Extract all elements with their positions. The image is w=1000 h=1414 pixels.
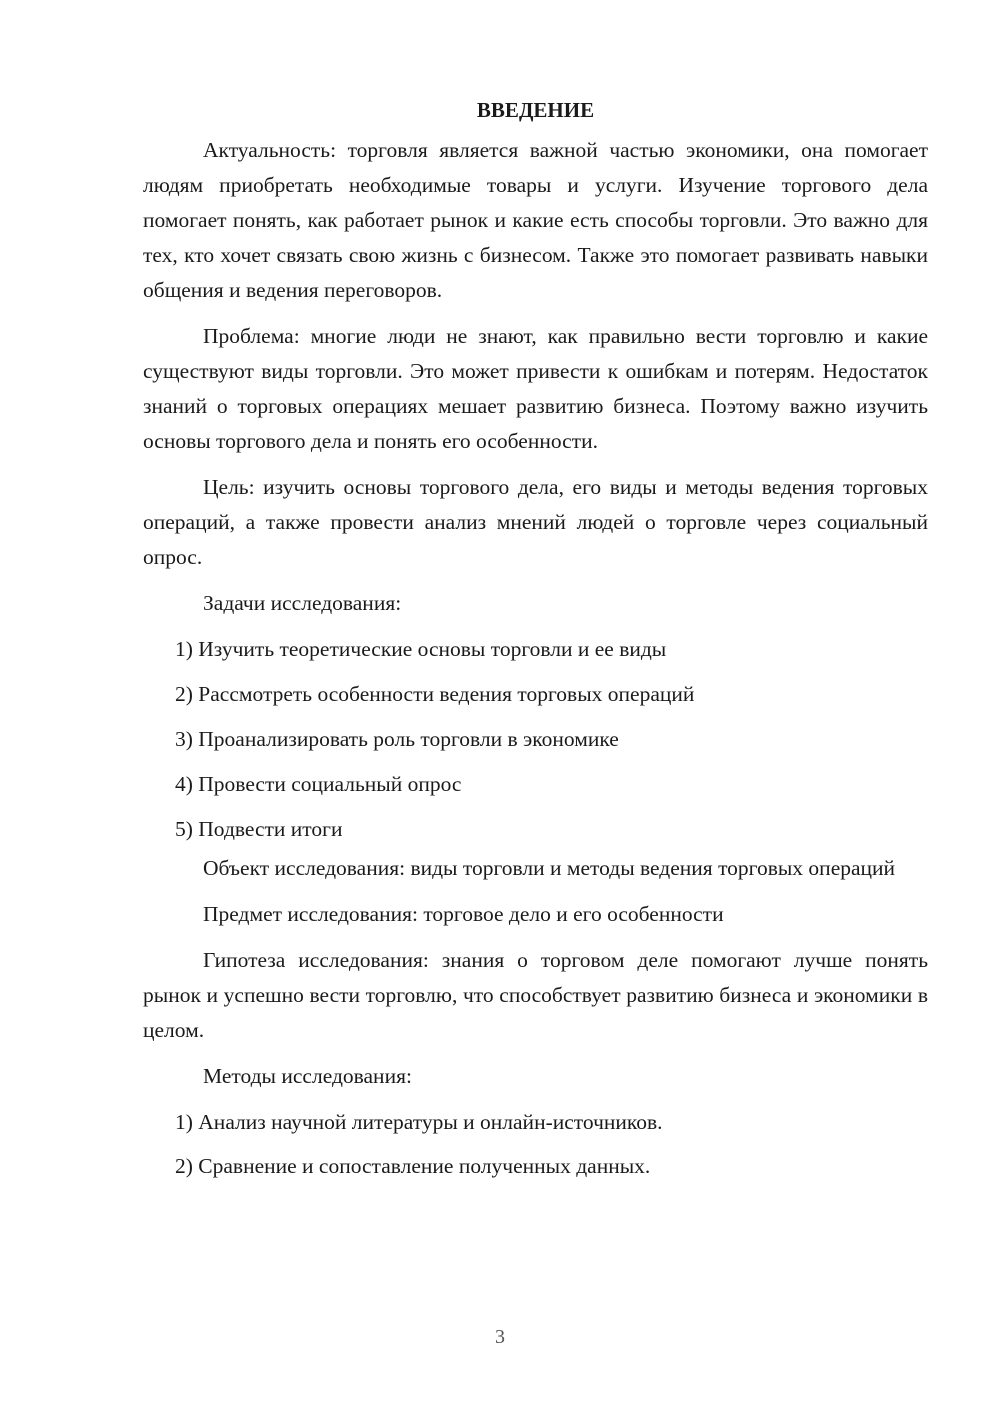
tasks-heading: Задачи исследования: [203,591,402,615]
goal-paragraph: Цель: изучить основы торгового дела, его виды и методы ведения торговых операций, а также провести анализ мнений людей о торговле через социальный опрос. [143,475,928,569]
hypothesis-paragraph: Гипотеза исследования: знания о торговом деле помогают лучше понять рынок и успешно вести торговлю, что способствует развитию бизнеса и экономики в целом. [143,948,928,1042]
list-item: 1) Изучить теоретические основы торговли и ее виды [175,637,667,661]
document-page [143,92,928,1193]
list-item: 1) Анализ научной литературы и онлайн-источников. [175,1110,663,1134]
list-item: 2) Рассмотреть особенности ведения торговых операций [175,682,695,706]
object-paragraph: Объект исследования: виды торговли и методы ведения торговых операций [203,856,896,880]
problem-paragraph: Проблема: многие люди не знают, как правильно вести торговлю и какие существуют виды торговли. Это может привести к ошибкам и потерям. Недостаток знаний о торговых операциях мешает развитию бизнеса. Поэтому важно изучить основы торгового дела и понять его особенности. [143,324,928,453]
tasks-list [143,632,928,847]
list-item: 3) Проанализировать роль торговли в экономике [175,727,619,751]
page-title: ВВЕДЕНИЕ [476,98,595,122]
page-number: 3 [495,1326,505,1348]
relevance-paragraph: Актуальность: торговля является важной частью экономики, она помогает людям приобретать необходимые товары и услуги. Изучение торгового дела помогает понять, как работает рынок и какие есть способы торговли. Это важно для тех, кто хочет связать свою жизнь с бизнесом. Также это помогает развивать навыки общения и ведения переговоров. [143,138,928,302]
list-item: 2) Сравнение и сопоставление полученных данных. [175,1154,651,1178]
subject-paragraph: Предмет исследования: торговое дело и его особенности [203,902,724,926]
list-item: 4) Провести социальный опрос [175,772,462,796]
methods-list [143,1105,928,1184]
list-item: 5) Подвести итоги [175,817,343,841]
methods-heading: Методы исследования: [203,1064,412,1088]
